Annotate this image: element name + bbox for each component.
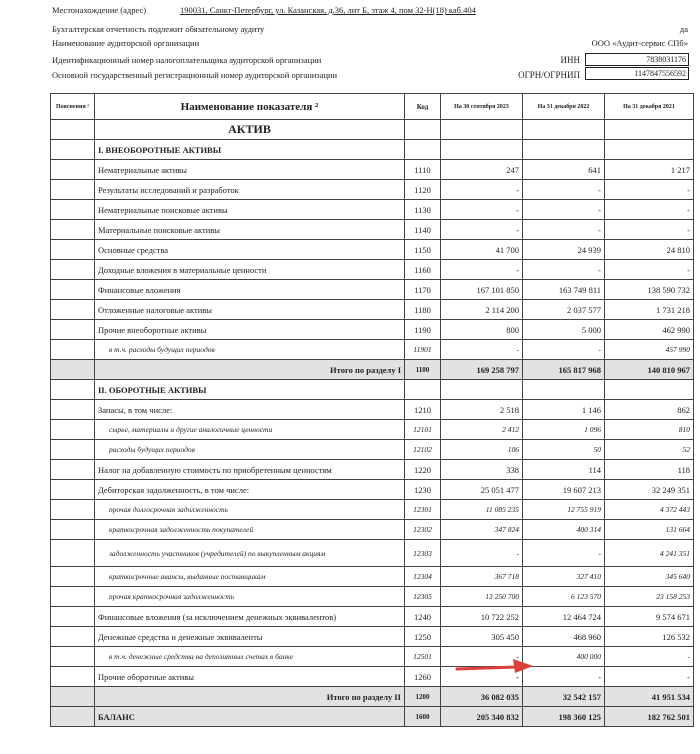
inn-short-label: ИНН: [560, 55, 580, 65]
table-row: Налог на добавленную стоимость по приобретенным ценностям 1220 338 114 118: [51, 460, 694, 480]
balance-sheet-table: [50, 93, 694, 727]
table-header-row: [51, 94, 694, 120]
table-row: Нематериальные активы 1110 247 641 1 217: [51, 160, 694, 180]
table-row: Материальные поисковые активы 1140 - - -: [51, 220, 694, 240]
table-row: Основные средства 1150 41 700 24 939 24 810: [51, 240, 694, 260]
table-row-subitem: прочая краткосрочная задолженность 12305 13 250 700 6 123 570 23 158 253: [51, 587, 694, 607]
ogrn-short-label: ОГРН/ОГРНИП: [518, 70, 580, 80]
ogrn-label: Основной государственный регистрационный номер аудиторской организации: [52, 70, 338, 80]
aktiv-title-row: [51, 120, 694, 140]
table-row: Отложенные налоговые активы 1180 2 114 200 2 037 577 1 731 218: [51, 300, 694, 320]
table-row: Доходные вложения в материальные ценности 1160 - - -: [51, 260, 694, 280]
inn-value-box: 7838031176: [585, 53, 689, 66]
audit-required-value: да: [679, 24, 688, 34]
inn-label: Идентификационный номер налогоплательщика аудиторской организации: [52, 55, 322, 65]
section-1-title: I. ВНЕОБОРОТНЫЕ АКТИВЫ: [95, 140, 405, 160]
table-row-subitem: сырье, материалы и другие аналогичные ценности 12101 2 412 1 096 810: [51, 420, 694, 440]
section-2-total-row: Итого по разделу II 1200 36 082 035 32 542 157 41 951 534: [51, 687, 694, 707]
col-code: Код: [405, 94, 441, 120]
audit-required-label: Бухгалтерская отчетность подлежит обязательному аудиту: [52, 24, 265, 34]
col-name: Наименование показателя ²: [95, 94, 405, 120]
section-1-row: [51, 140, 694, 160]
table-row-subitem: прочая долгосрочная задолженность 12301 11 085 235 12 755 919 4 372 443: [51, 500, 694, 520]
section-2-row: [51, 380, 694, 400]
table-row: Дебиторская задолженность, в том числе: 1230 25 051 477 19 607 213 32 249 351: [51, 480, 694, 500]
red-arrow-annotation-icon: [455, 658, 535, 674]
table-row: Денежные средства и денежные эквиваленты 1250 305 450 468 960 126 532: [51, 627, 694, 647]
address-label: Местонахождение (адрес): [52, 5, 147, 15]
table-row: Финансовые вложения 1170 167 101 850 163 749 811 138 590 732: [51, 280, 694, 300]
table-row: Прочие внеоборотные активы 1190 800 5 000 462 990: [51, 320, 694, 340]
section-1-total-row: Итого по разделу I 1100 169 258 797 165 817 968 140 810 967: [51, 360, 694, 380]
section-2-title: II. ОБОРОТНЫЕ АКТИВЫ: [95, 380, 405, 400]
table-row-subitem: в т.ч. расходы будущих периодов 11901 - - 457 990: [51, 340, 694, 360]
table-row-subitem: краткосрочные авансы, выданные поставщикам 12304 367 718 327 410 345 640: [51, 567, 694, 587]
ogrn-value-box: 1147847556592: [585, 67, 689, 80]
col-period-1: На 30 сентября 2023: [441, 94, 523, 120]
aktiv-title: АКТИВ: [95, 120, 405, 140]
auditor-name-label: Наименование аудиторской организации: [52, 38, 200, 48]
table-row-subitem: в т.ч. денежные средства на депозитных счетах в банке 12501 - 400 000 -: [51, 647, 694, 667]
table-row: Прочие оборотные активы 1260 - - -: [51, 667, 694, 687]
address-value: 190031, Санкт-Петербург, ул. Казанская, д.36, лит Б, этаж 4, пом 32-Н(18) каб.404: [180, 5, 476, 15]
table-row: Запасы, в том числе: 1210 2 518 1 146 862: [51, 400, 694, 420]
balance-total-row: БАЛАНС 1600 205 340 832 198 360 125 182 762 501: [51, 707, 694, 727]
table-row-subitem: краткосрочная задолженность покупателей 12302 347 824 400 314 131 664: [51, 520, 694, 540]
table-row: Результаты исследований и разработок 1120 - - -: [51, 180, 694, 200]
col-period-2: На 31 декабря 2022: [523, 94, 605, 120]
table-row-subitem: задолженность участников (учредителей) по выкупленным акциям 12303 - - 4 241 351: [51, 540, 694, 567]
col-period-3: На 31 декабря 2021: [605, 94, 694, 120]
auditor-name-value: ООО «Аудит-сервис СПб»: [591, 38, 688, 48]
table-row: Нематериальные поисковые активы 1130 - - -: [51, 200, 694, 220]
table-row: Финансовые вложения (за исключением денежных эквивалентов) 1240 10 722 252 12 464 724 9 574 671: [51, 607, 694, 627]
col-notes: Пояснения ¹: [51, 94, 95, 120]
table-row-subitem: расходы будущих периодов 12102 106 50 52: [51, 440, 694, 460]
